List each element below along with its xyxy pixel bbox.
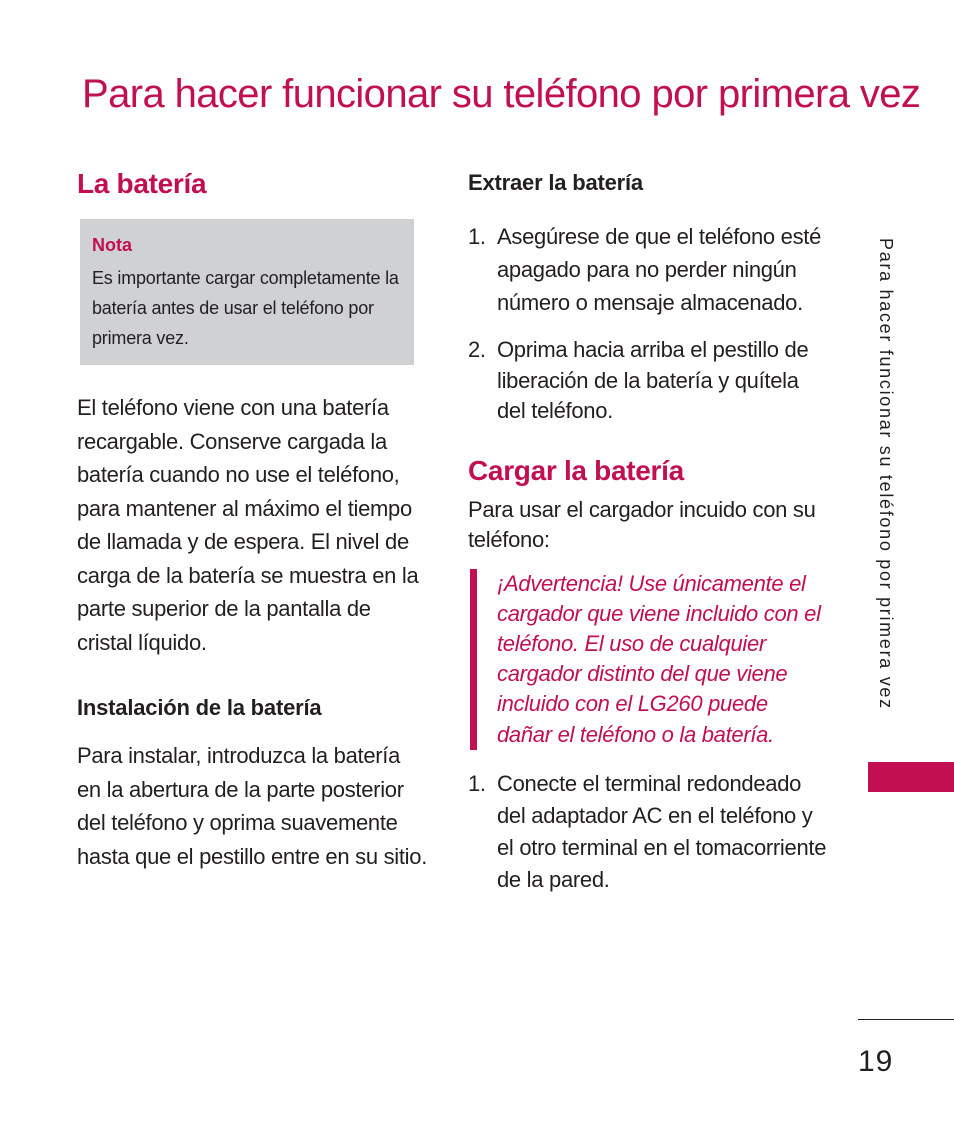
page-number: 19 (858, 1045, 894, 1078)
battery-heading: La batería (77, 168, 207, 199)
side-tab-marker (868, 762, 954, 792)
remove-heading: Extraer la batería (468, 170, 643, 195)
step-number: 1. (468, 770, 486, 796)
warning-callout: ¡Advertencia! Use únicamente el cargador que viene incluido con el teléfono. El uso de cualquier cargador distinto del que viene incluido con el LG260 puede dañar el teléfono o la batería. (470, 569, 828, 750)
step-text: Asegúrese de que el teléfono esté apagado para no perder ningún número o mensaje almacenado. (497, 224, 822, 315)
note-box (80, 219, 414, 365)
note-text: Es importante cargar completamente la batería antes de usar el teléfono por primera vez. (92, 268, 399, 348)
list-item (468, 768, 828, 896)
charge-intro: Para usar el cargador incuido con su teléfono: (468, 496, 816, 552)
list-item (468, 335, 828, 427)
install-heading: Instalación de la batería (77, 695, 322, 720)
step-text: Oprima hacia arriba el pestillo de liberación de la batería y quítela del teléfono. (497, 337, 809, 423)
left-column (77, 166, 429, 873)
list-item (468, 220, 828, 319)
charge-heading: Cargar la batería (468, 454, 684, 486)
page-title: Para hacer funcionar su teléfono por primera vez (82, 72, 921, 116)
page-number-rule (858, 1019, 954, 1020)
charge-steps-list (468, 768, 828, 896)
note-title: Nota (92, 235, 132, 255)
side-tab-text: Para hacer funcionar su teléfono por primera vez (876, 238, 896, 710)
step-number: 1. (468, 224, 486, 249)
step-number: 2. (468, 337, 486, 362)
remove-steps-list (468, 220, 828, 427)
battery-intro-paragraph: El teléfono viene con una batería recargable. Conserve cargada la batería cuando no use el teléfono, para mantener al máximo el tiempo de llamada y de espera. El nivel de carga de la batería se muestra en la parte superior de la pantalla de cristal líquido. (77, 395, 419, 655)
right-column (468, 166, 828, 896)
install-paragraph: Para instalar, introduzca la batería en la abertura de la parte posterior del teléfono y oprima suavemente hasta que el pestillo entre en su sitio. (77, 743, 428, 869)
step-text: Conecte el terminal redondeado del adaptador AC en el teléfono y el otro terminal en el tomacorriente de la pared. (497, 770, 827, 892)
